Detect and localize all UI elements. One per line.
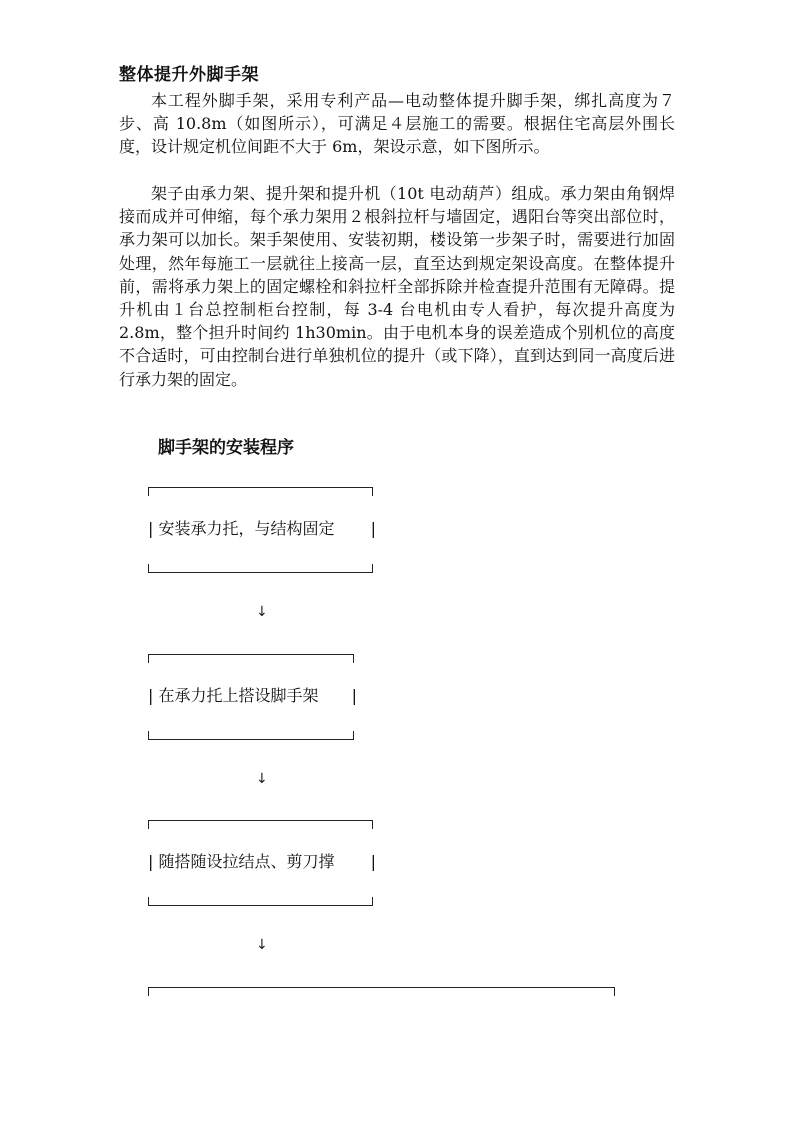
flow-box-bottom-edge <box>148 564 373 573</box>
document-title: 整体提升外脚手架 <box>119 65 259 85</box>
flow-box-top-edge <box>148 487 373 496</box>
flow-box-left-edge: | <box>148 852 154 871</box>
flow-step-box <box>148 487 376 573</box>
paragraph-intro: 本工程外脚手架，采用专利产品—电动整体提升脚手架，绑扎高度为７步、高 10.8m（如图所示），可满足４层施工的需要。根据住宅高层外围长度，设计规定机位间距不大于 6m，架设示意，如下图所示。 <box>119 91 675 157</box>
flow-step-label: 在承力托上搭设脚手架 <box>158 686 319 705</box>
flow-box-left-edge: | <box>148 686 154 705</box>
flow-step-box <box>148 654 357 740</box>
section-heading-install-procedure: 脚手架的安装程序 <box>158 438 294 458</box>
flow-step-row <box>148 518 376 540</box>
flow-box-bottom-edge <box>148 731 354 740</box>
flow-step-box <box>148 820 376 906</box>
down-arrow-icon: ↓ <box>256 937 268 953</box>
flow-step-row <box>148 851 376 873</box>
flow-step-label: 随搭随设拉结点、剪刀撑 <box>158 852 335 871</box>
paragraph-structure: 架子由承力架、提升架和提升机（10t 电动葫芦）组成。承力架由角钢焊接而成并可伸缩，每个承力架用２根斜拉杆与墙固定，遇阳台等突出部位时，承力架可以加长。架手架使用、安装初期，楼设第一步架子时，需要进行加固处理，然年每施工一层就往上接高一层，直至达到规定架设高度。在整体提升前，需将承力架上的固定螺栓和斜拉杆全部拆除并检查提升范围有无障碍。提升机由１台总控制柜台控制，每 3-4 台电机由专人看护，每次提升高度为 2.8m，整个担升时间约 1h30min。由于电机本身的误差造成个别机位的高度不合适时，可由控制台进行单独机位的提升（或下降），直到达到同一高度后进行承力架的固定。 <box>119 184 675 389</box>
flow-box-top-edge <box>148 654 354 663</box>
down-arrow-icon: ↓ <box>256 604 268 620</box>
flow-box-top-edge <box>148 987 615 996</box>
flow-step-row <box>148 685 357 707</box>
flow-step-label: 安装承力托，与结构固定 <box>158 519 335 538</box>
flow-box-bottom-edge <box>148 897 373 906</box>
flow-step-box-partial <box>148 987 615 997</box>
flow-box-right-edge: | <box>351 686 357 705</box>
flow-box-right-edge: | <box>370 852 376 871</box>
flow-box-top-edge <box>148 820 373 829</box>
flow-box-left-edge: | <box>148 519 154 538</box>
flow-box-right-edge: | <box>370 519 376 538</box>
down-arrow-icon: ↓ <box>256 771 268 787</box>
